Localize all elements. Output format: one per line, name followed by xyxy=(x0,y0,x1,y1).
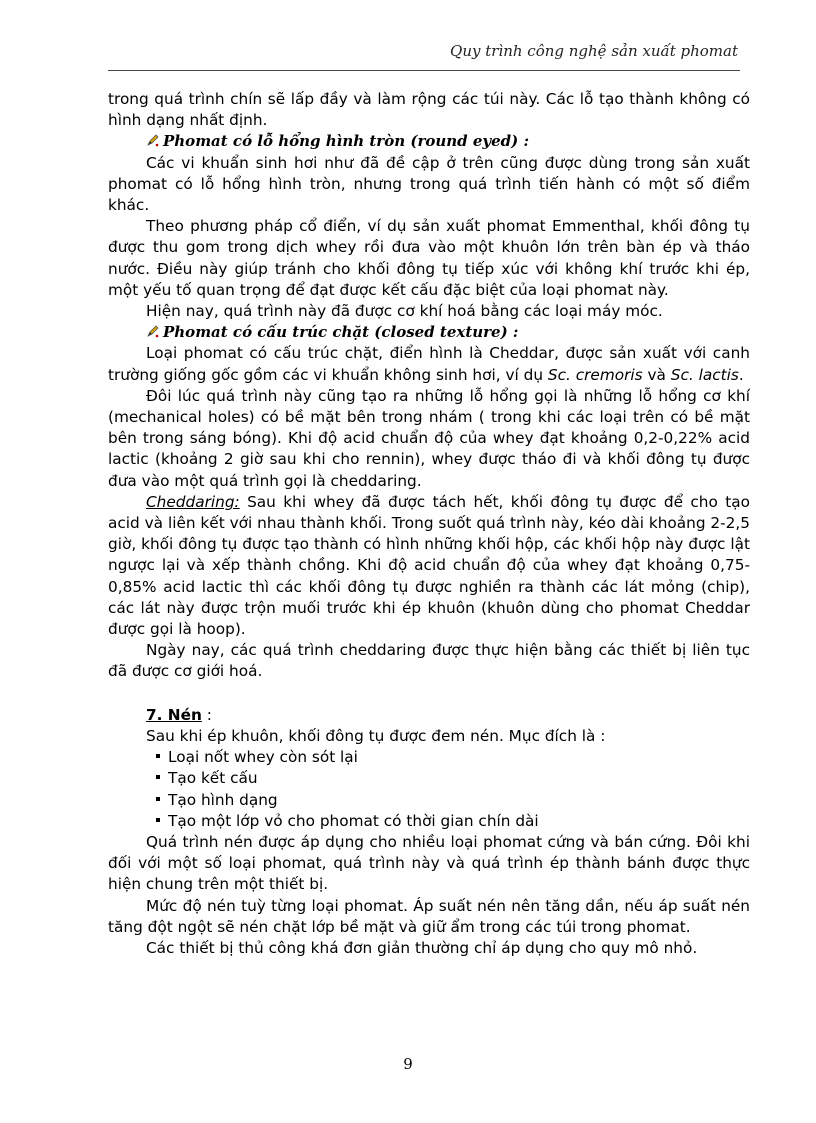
pencil-bullet-icon xyxy=(146,133,160,147)
page-body xyxy=(108,89,750,959)
paragraph: Hiện nay, quá trình này đã được cơ khí hoá bằng các loại máy móc. xyxy=(146,302,663,321)
subheading-closed-texture xyxy=(108,322,750,343)
paragraph: Các vi khuẩn sinh hơi như đã đề cập ở trên cũng được dùng trong sản xuất phomat có lỗ hổng hình tròn, nhưng trong quá trình tiến hành có một số điểm khác. xyxy=(108,153,750,215)
page-number: 9 xyxy=(403,1055,413,1073)
bullet-icon xyxy=(156,754,160,758)
species-name: Sc. cremoris xyxy=(547,365,643,384)
running-header: Quy trình công nghệ sản xuất phomat xyxy=(450,42,738,60)
list-item xyxy=(156,790,750,811)
bullet-icon xyxy=(156,775,160,779)
paragraph: Quá trình nén được áp dụng cho nhiều loại phomat cứng và bán cứng. Đôi khi đối với một số loại phomat, quá trình này và quá trình ép thành bánh được thực hiện chung trên một thiết bị. xyxy=(108,832,750,894)
list-item xyxy=(156,747,750,768)
section-heading xyxy=(108,705,750,726)
pencil-bullet-icon xyxy=(146,324,160,338)
text-run: Loại phomat có cấu trúc chặt, điển hình là Cheddar, được sản xuất với canh trường giống gốc gồm các vi khuẩn không sinh hơi, ví dụ xyxy=(108,344,750,384)
paragraph: Sau khi ép khuôn, khối đông tụ được đem nén. Mục đích là : xyxy=(146,726,606,745)
subheading-round-eyed xyxy=(108,131,750,152)
paragraph: Ngày nay, các quá trình cheddaring được thực hiện bằng các thiết bị liên tục đã được cơ giới hoá. xyxy=(108,641,750,681)
list-item-text: Loại nốt whey còn sót lại xyxy=(168,748,358,767)
text-run: và xyxy=(642,365,671,384)
subheading-text: Phomat có cấu trúc chặt (closed texture) : xyxy=(163,323,519,342)
subheading-text: Phomat có lỗ hổng hình tròn (round eyed) : xyxy=(163,132,530,151)
paragraph: Đôi lúc quá trình này cũng tạo ra những lỗ hổng gọi là những lỗ hổng cơ khí (mechanical holes) có bề mặt bên trong nhám ( trong khi các loại trên có bề mặt bên trong sáng bóng). Khi độ acid chuẩn độ của whey đạt khoảng 0,2-0,22% acid lactic (khoảng 2 giờ sau khi cho rennin), whey được tháo đi và khối đông tụ được đưa vào một quá trình gọi là cheddaring. xyxy=(108,386,750,490)
term-cheddaring: Cheddaring: xyxy=(146,492,240,511)
species-name: Sc. lactis xyxy=(670,365,739,384)
paragraph xyxy=(108,343,750,385)
paragraph: Mức độ nén tuỳ từng loại phomat. Áp suất nén nên tăng dần, nếu áp suất nén tăng đột ngột sẽ nén chặt lớp bề mặt và giữ ẩm trong các túi trong phomat. xyxy=(108,896,750,936)
list-item-text: Tạo hình dạng xyxy=(168,790,278,809)
paragraph: Theo phương pháp cổ điển, ví dụ sản xuất phomat Emmenthal, khối đông tụ được thu gom trong dịch whey rồi đưa vào một khuôn lớn trên bàn ép và tháo nước. Điều này giúp tránh cho khối đông tụ tiếp xúc với không khí trước khi ép, một yếu tố quan trọng để đạt được kết cấu đặc biệt của loại phomat này. xyxy=(108,217,750,299)
purpose-list xyxy=(108,747,750,832)
list-item-text: Tạo một lớp vỏ cho phomat có thời gian chín dài xyxy=(168,811,539,830)
text-run: . xyxy=(738,365,744,384)
text-run: Sau khi whey đã được tách hết, khối đông tụ được để cho tạo acid và liên kết với nhau thành khối. Trong suốt quá trình này, kéo dài khoảng 2-2,5 giờ, khối đông tụ được tạo thành có hình những khối hộp, các khối hộp này được lật ngược lại và xếp thành chồng. Khi độ acid chuẩn độ của whey đạt khoảng 0,75-0,85% acid lactic thì các khối đông tụ được nghiền ra thành các lát mỏng (chip), các lát này được trộn muối trước khi ép khuôn (khuôn dùng cho phomat Cheddar được gọi là hoop). xyxy=(108,492,750,639)
list-item-text: Tạo kết cấu xyxy=(168,769,258,788)
bullet-icon xyxy=(156,818,160,822)
bullet-icon xyxy=(156,797,160,801)
text-run: : xyxy=(201,705,212,724)
paragraph: Các thiết bị thủ công khá đơn giản thường chỉ áp dụng cho quy mô nhỏ. xyxy=(146,938,698,957)
list-item xyxy=(156,768,750,789)
list-item xyxy=(156,811,750,832)
paragraph: trong quá trình chín sẽ lấp đầy và làm rộng các túi này. Các lỗ tạo thành không có hình dạng nhất định. xyxy=(108,90,750,130)
section-title: 7. Nén xyxy=(146,705,202,724)
header-rule xyxy=(108,70,740,71)
paragraph xyxy=(108,492,750,640)
